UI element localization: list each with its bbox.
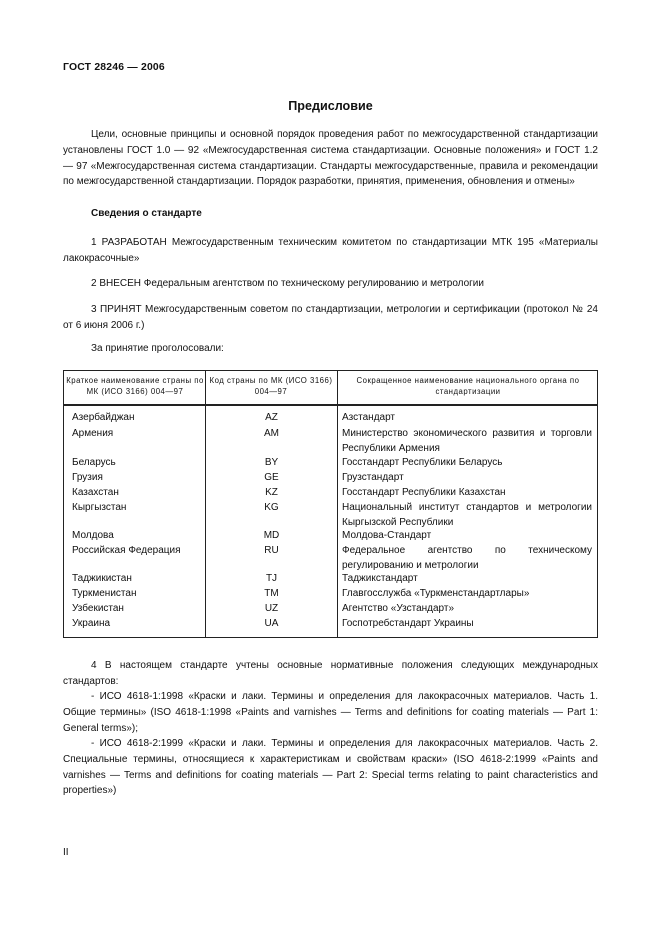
- voting-table: [63, 370, 598, 638]
- voted-label: За принятие проголосовали:: [91, 343, 224, 354]
- country-cell: Армения: [72, 428, 114, 439]
- header-country: Краткое наименование страны по МК (ИСО 3166) 004—97: [66, 376, 204, 396]
- section4-item-1: - ИСО 4618-1:1998 «Краски и лаки. Термины и определения для лакокрасочных материалов. Часть 1. Общие термины» (ISO 4618-1:1998 «Paints and varnishes — Terms and definitions for coating materials — Part 1: General terms»);: [63, 691, 598, 734]
- code-cell: RU: [264, 545, 279, 556]
- body-cell: Агентство «Узстандарт»: [342, 603, 455, 614]
- country-cell: Туркменистан: [72, 588, 137, 599]
- code-cell: KZ: [265, 487, 278, 498]
- page-title: Предисловие: [288, 99, 373, 113]
- foreword-intro: Цели, основные принципы и основной порядок проведения работ по межгосударственной стандартизации установлены ГОСТ 1.0 — 92 «Межгосударственная система стандартизации. Основные положения» и ГОСТ 1.2 — 97 «Межгосударственная система стандартизации. Стандарты межгосударственные, правила и рекомендации по межгосударственной стандартизации. Порядок разработки, принятия, применения, обновления и отмены»: [63, 129, 598, 188]
- country-cell: Грузия: [72, 472, 103, 483]
- country-cell: Украина: [72, 618, 111, 629]
- code-cell: MD: [263, 530, 280, 541]
- page-number: II: [63, 847, 69, 858]
- country-cell: Российская Федерация: [72, 545, 181, 556]
- body-cell: Грузстандарт: [342, 472, 404, 483]
- document-id: ГОСТ 28246 — 2006: [63, 62, 165, 73]
- body-cell: Министерство экономического развития и торговли Республики Армения: [342, 428, 592, 454]
- section4-item-2: - ИСО 4618-2:1999 «Краски и лаки. Термины и определения для лакокрасочных материалов. Часть 2. Специальные термины, относящиеся к характеристикам и свойствам краски» (ISO 4618-2:1999 «Paints and varnishes — Terms and definitions for coating materials — Part 2: Special terms relating to paint characteristics and properties»): [63, 738, 598, 797]
- body-cell: Молдова-Стандарт: [342, 530, 432, 541]
- country-cell: Узбекистан: [72, 603, 124, 614]
- code-cell: TM: [264, 588, 279, 599]
- header-body: Сокращенное наименование национального органа по стандартизации: [356, 376, 580, 396]
- code-cell: AM: [264, 428, 279, 439]
- info-item-2: 2 ВНЕСЕН Федеральным агентством по техническому регулированию и метрологии: [91, 278, 484, 289]
- body-cell: Госстандарт Республики Беларусь: [342, 457, 503, 468]
- body-cell: Федеральное агентство по техническому регулированию и метрологии: [342, 545, 592, 571]
- code-cell: UA: [264, 618, 279, 629]
- country-cell: Казахстан: [72, 487, 119, 498]
- info-item-1: 1 РАЗРАБОТАН Межгосударственным техническим комитетом по стандартизации МТК 195 «Материалы лакокрасочные»: [63, 237, 598, 264]
- code-cell: TJ: [265, 573, 278, 584]
- body-cell: Главгосслужба «Туркменстандартлары»: [342, 588, 530, 599]
- body-cell: Госстандарт Республики Казахстан: [342, 487, 506, 498]
- country-cell: Беларусь: [72, 457, 116, 468]
- table-header: [64, 371, 597, 406]
- column-divider: [205, 371, 206, 637]
- country-cell: Таджикистан: [72, 573, 132, 584]
- info-heading: Сведения о стандарте: [91, 208, 202, 219]
- country-cell: Молдова: [72, 530, 114, 541]
- body-cell: Таджикстандарт: [342, 573, 418, 584]
- code-cell: AZ: [265, 412, 278, 423]
- code-cell: GE: [264, 472, 279, 483]
- column-divider: [337, 371, 338, 637]
- info-item-3: 3 ПРИНЯТ Межгосударственным советом по стандартизации, метрологии и сертификации (протокол № 24 от 6 июня 2006 г.): [63, 304, 598, 331]
- country-cell: Азербайджан: [72, 412, 135, 423]
- body-cell: Азстандарт: [342, 412, 396, 423]
- code-cell: KG: [264, 502, 279, 513]
- body-cell: Госпотребстандарт Украины: [342, 618, 474, 629]
- code-cell: BY: [264, 457, 279, 468]
- header-code: Код страны по МК (ИСО 3166) 004—97: [209, 376, 333, 396]
- country-cell: Кыргызстан: [72, 502, 127, 513]
- body-cell: Национальный институт стандартов и метрологии Кыргызской Республики: [342, 502, 592, 528]
- section4-intro: 4 В настоящем стандарте учтены основные нормативные положения следующих международных стандартов:: [63, 660, 598, 687]
- code-cell: UZ: [264, 603, 279, 614]
